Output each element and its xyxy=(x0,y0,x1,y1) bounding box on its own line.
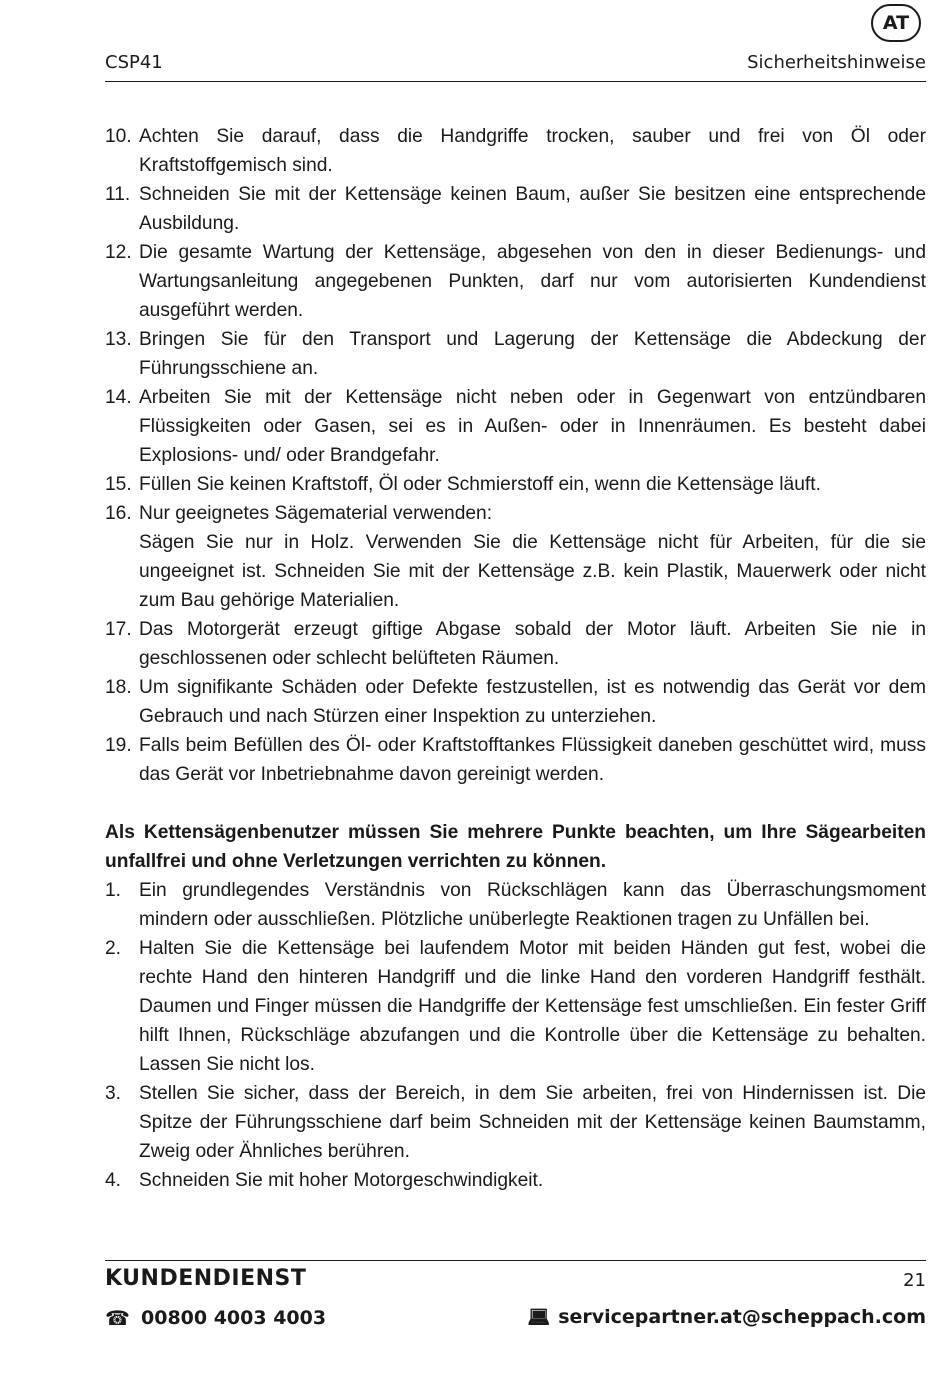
section-title: Sicherheitshinweise xyxy=(747,52,926,73)
list-item xyxy=(105,325,926,383)
phone-icon: ☎ xyxy=(105,1306,130,1330)
item-text: Die gesamte Wartung der Kettensäge, abgesehen von den in dieser Bedienungs- und Wartungsanleitung angegebenen Punkten, darf nur vom autorisierten Kundendienst ausgeführt werden. xyxy=(139,242,926,321)
item-number: 14. xyxy=(105,387,132,408)
service-title: KUNDENDIENST xyxy=(105,1266,307,1291)
service-email[interactable] xyxy=(527,1306,926,1328)
list-item xyxy=(105,470,926,499)
footer-divider xyxy=(105,1260,926,1261)
list-item xyxy=(105,122,926,180)
item-text: Schneiden Sie mit der Kettensäge keinen Baum, außer Sie besitzen eine entsprechende Ausbildung. xyxy=(139,184,926,234)
item-text: Achten Sie darauf, dass die Handgriffe trocken, sauber und frei von Öl oder Kraftstoffgemisch sind. xyxy=(139,126,926,176)
service-phone xyxy=(105,1306,326,1330)
item-text: Füllen Sie keinen Kraftstoff, Öl oder Schmierstoff ein, wenn die Kettensäge läuft. xyxy=(139,474,821,495)
list-item xyxy=(105,731,926,789)
country-badge: AT xyxy=(871,4,921,42)
safety-list-continued xyxy=(105,122,926,789)
item-number: 2. xyxy=(105,938,122,959)
item-text xyxy=(139,499,926,615)
list-item xyxy=(105,180,926,238)
list-item xyxy=(105,1079,926,1166)
list-item xyxy=(105,499,926,615)
item-number: 15. xyxy=(105,474,132,495)
item-text: Das Motorgerät erzeugt giftige Abgase sobald der Motor läuft. Arbeiten Sie nie in geschlossenen oder schlecht belüfteten Räumen. xyxy=(139,619,926,669)
item-number: 12. xyxy=(105,242,132,263)
item-text: Halten Sie die Kettensäge bei laufendem Motor mit beiden Händen gut fest, wobei die rechte Hand den hinteren Handgriff und die linke Hand den vorderen Handgriff festhält. Daumen und Finger müssen die Handgriffe der Kettensäge fest umschließen. Ein fester Griff hilft Ihnen, Rückschläge abzufangen und die Kontrolle über die Kettensäge zu behalten. Lassen Sie nicht los. xyxy=(139,938,926,1075)
phone-number: 00800 4003 4003 xyxy=(141,1307,327,1329)
page-number: 21 xyxy=(903,1270,926,1291)
item-number: 17. xyxy=(105,619,132,640)
item-text: Bringen Sie für den Transport und Lagerung der Kettensäge die Abdeckung der Führungsschiene an. xyxy=(139,329,926,379)
item-text: Stellen Sie sicher, dass der Bereich, in dem Sie arbeiten, frei von Hindernissen ist. Die Spitze der Führungsschiene darf beim Schneiden mit der Kettensäge keinen Baumstamm, Zweig oder Ähnliches berühren. xyxy=(139,1083,926,1162)
list-item xyxy=(105,238,926,325)
list-item xyxy=(105,615,926,673)
item-number: 10. xyxy=(105,126,132,147)
item-number: 18. xyxy=(105,677,132,698)
list-item xyxy=(105,673,926,731)
header-divider xyxy=(105,81,926,82)
model-name: CSP41 xyxy=(105,52,163,73)
item-number: 1. xyxy=(105,880,122,901)
item-number: 3. xyxy=(105,1083,122,1104)
page-content xyxy=(105,122,926,1195)
email-address[interactable]: servicepartner.at@scheppach.com xyxy=(558,1306,926,1328)
item-text: Schneiden Sie mit hoher Motorgeschwindigkeit. xyxy=(139,1170,544,1191)
item-number: 13. xyxy=(105,329,132,350)
kickback-list xyxy=(105,876,926,1195)
list-item xyxy=(105,876,926,934)
item-number: 11. xyxy=(105,184,131,205)
list-item xyxy=(105,1166,926,1195)
list-item xyxy=(105,383,926,470)
item-text-extra: Sägen Sie nur in Holz. Verwenden Sie die Kettensäge nicht für Arbeiten, für die sie ungeeignet ist. Schneiden Sie mit der Kettensäge z.B. kein Plastik, Mauerwerk oder nicht zum Bau gehörige Materialien. xyxy=(139,532,926,611)
item-text: Ein grundlegendes Verständnis von Rückschlägen kann das Überraschungsmoment mindern oder ausschließen. Plötzliche unüberlegte Reaktionen tragen zu Unfällen bei. xyxy=(139,880,926,930)
list-item xyxy=(105,934,926,1079)
section-intro-bold: Als Kettensägenbenutzer müssen Sie mehrere Punkte beachten, um Ihre Sägearbeiten unfallfrei und ohne Verletzungen verrichten zu können. xyxy=(105,822,926,872)
item-text: Falls beim Befüllen des Öl- oder Kraftstofftankes Flüssigkeit daneben geschüttet wird, muss das Gerät vor Inbetriebnahme davon gereinigt werden. xyxy=(139,735,926,785)
item-number: 4. xyxy=(105,1170,122,1191)
item-text-line: Nur geeignetes Sägematerial verwenden: xyxy=(139,503,493,524)
item-text: Arbeiten Sie mit der Kettensäge nicht neben oder in Gegenwart von entzündbaren Flüssigkeiten oder Gasen, sei es in Außen- oder in Innenräumen. Es besteht dabei Explosions- und/ oder Brandgefahr. xyxy=(139,387,926,466)
computer-icon: 💻︎ xyxy=(527,1306,551,1328)
item-text: Um signifikante Schäden oder Defekte festzustellen, ist es notwendig das Gerät vor dem Gebrauch und nach Stürzen einer Inspektion zu unterziehen. xyxy=(139,677,926,727)
item-number: 16. xyxy=(105,503,132,524)
item-number: 19. xyxy=(105,735,132,756)
